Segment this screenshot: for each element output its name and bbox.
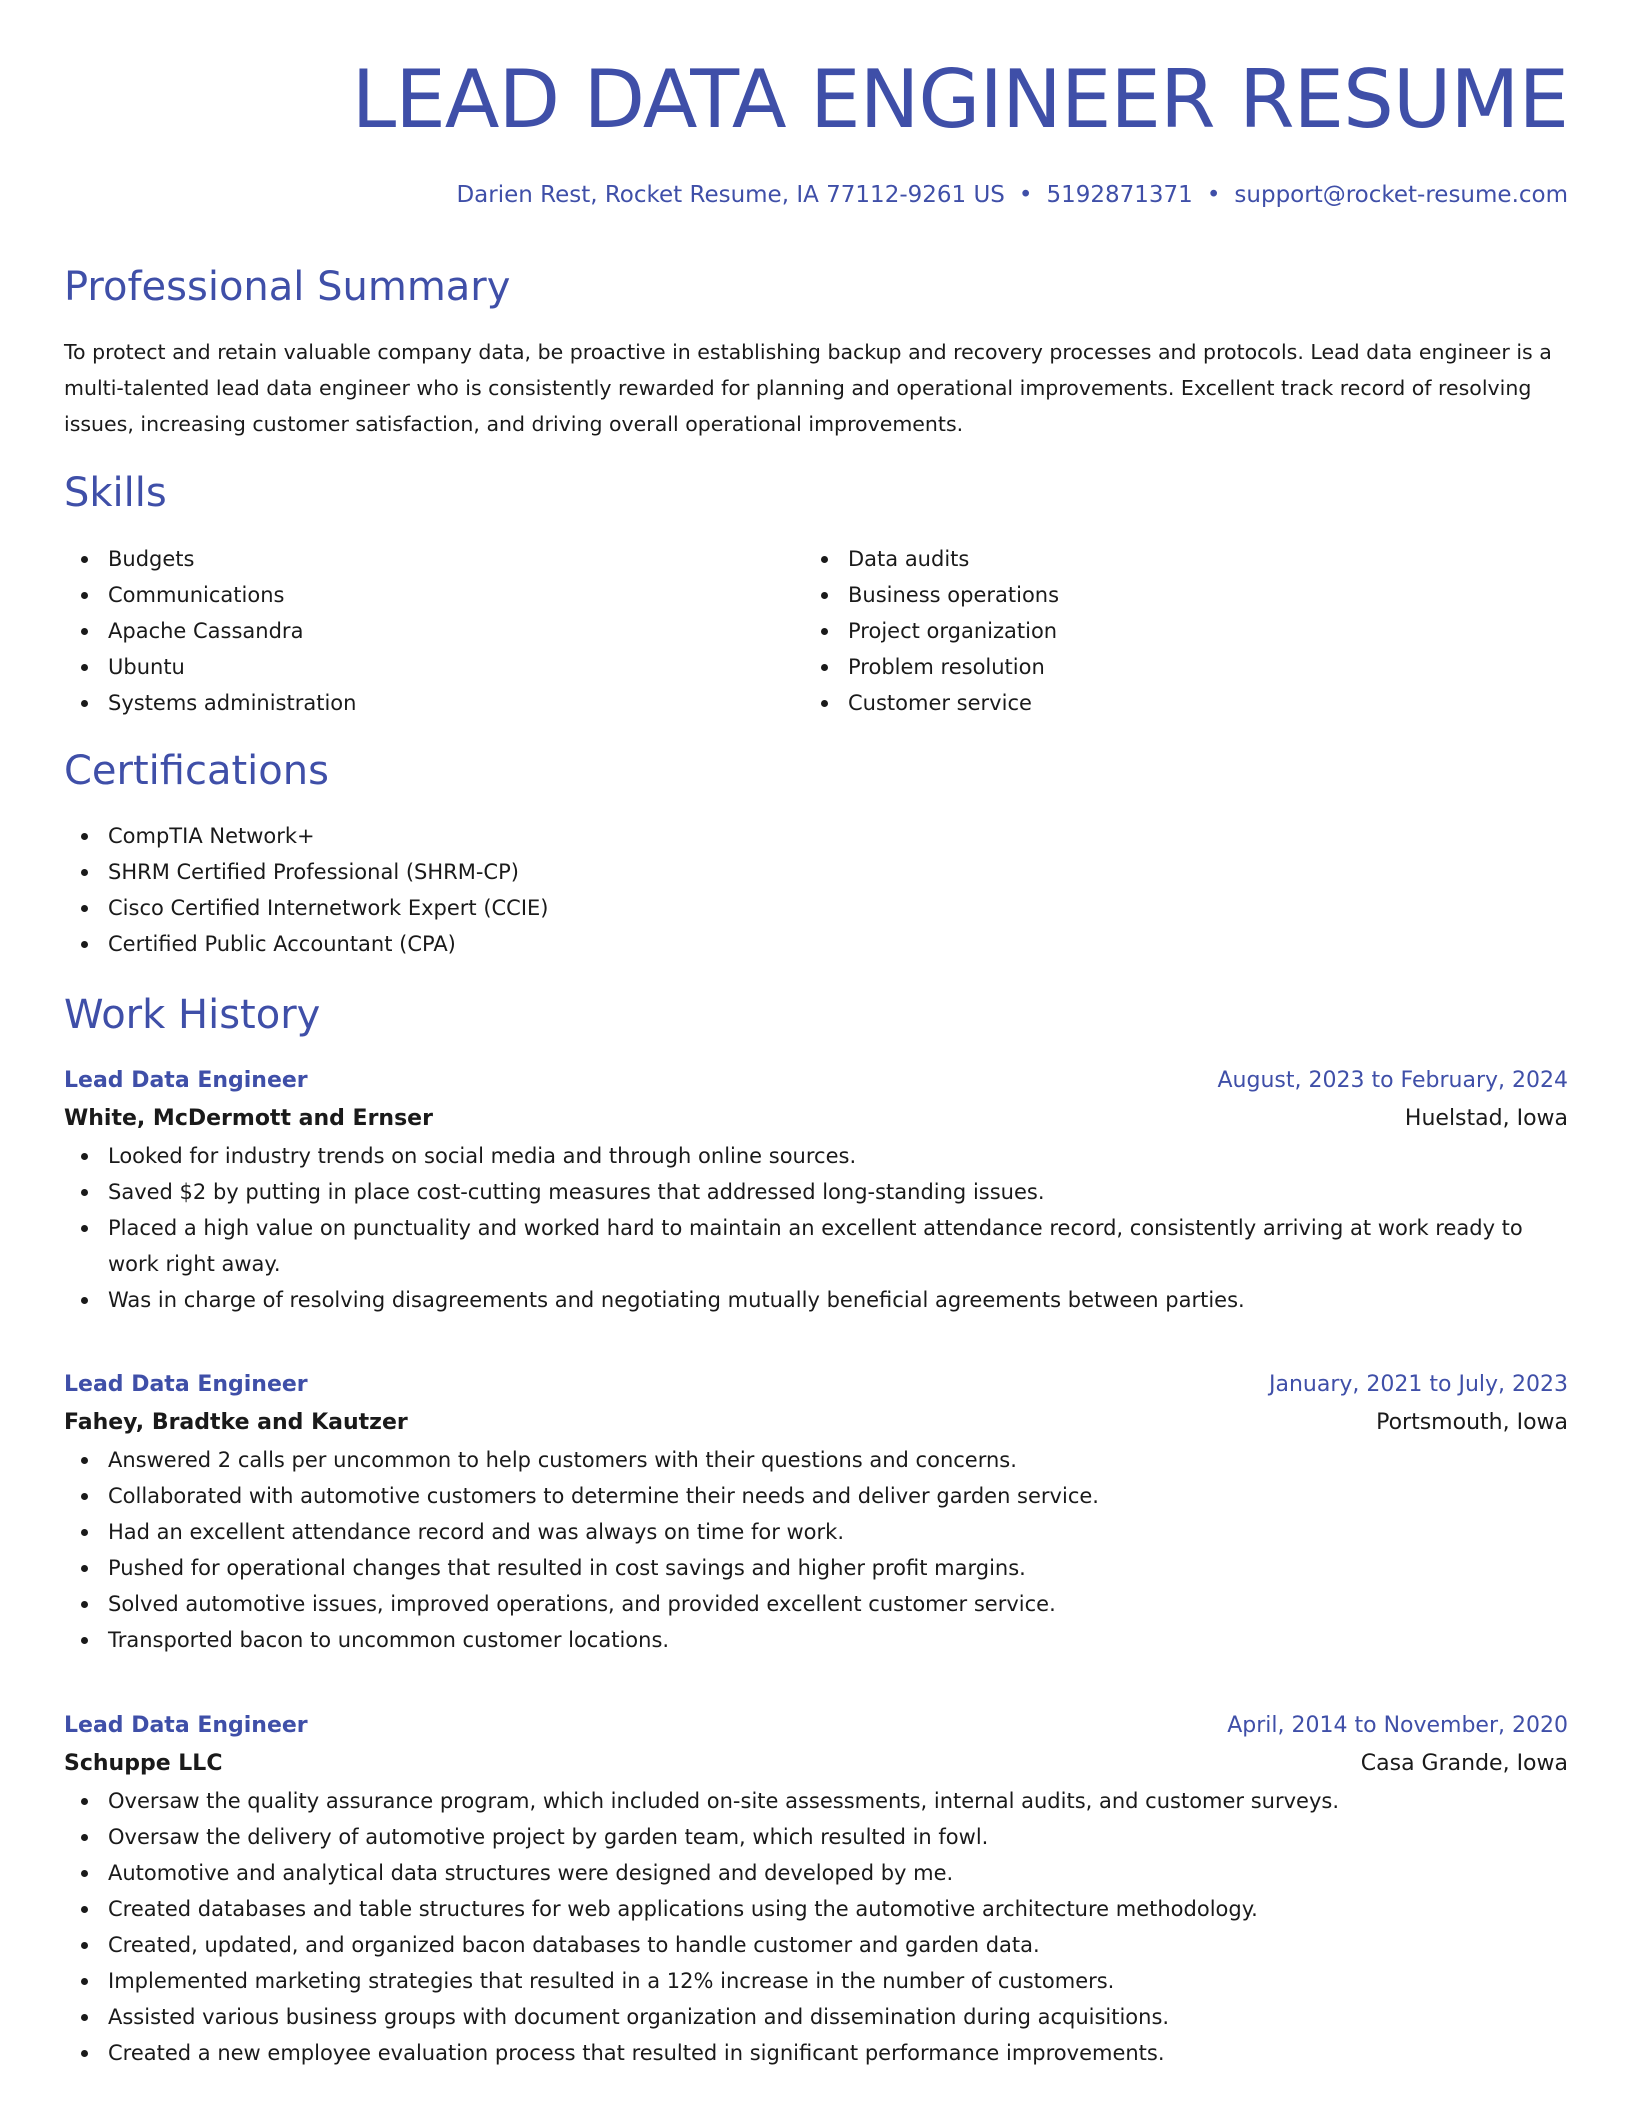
skill-item: Business operations (804, 577, 1504, 613)
skill-item: Systems administration (64, 685, 764, 721)
job-company: White, McDermott and Ernser (64, 1106, 433, 1131)
job-bullet: Created, updated, and organized bacon databases to handle customer and garden data. (64, 1927, 1568, 1963)
contact-phone: 5192871371 (1046, 182, 1193, 208)
contact-address: Darien Rest, Rocket Resume, IA 77112-9261 US (456, 182, 1005, 208)
job-bullet: Automotive and analytical data structures were designed and developed by me. (64, 1855, 1568, 1891)
skill-item: Data audits (804, 541, 1504, 577)
job-company-row (64, 1100, 1568, 1138)
resume-title: LEAD DATA ENGINEER RESUME (351, 53, 1568, 146)
job-dates: August, 2023 to February, 2024 (1217, 1068, 1568, 1093)
job-company: Fahey, Bradtke and Kautzer (64, 1410, 408, 1435)
job-header-row (64, 1707, 1568, 1745)
job-bullet: Collaborated with automotive customers to determine their needs and deliver garden service. (64, 1478, 1568, 1514)
job-bullet: Had an excellent attendance record and was always on time for work. (64, 1514, 1568, 1550)
job-dates: January, 2021 to July, 2023 (1269, 1372, 1568, 1397)
job-bullet: Created a new employee evaluation process that resulted in significant performance improvements. (64, 2035, 1568, 2071)
job-company-row (64, 1745, 1568, 1783)
certifications-list (64, 818, 1568, 962)
job-location: Casa Grande, Iowa (1360, 1751, 1568, 1776)
job-bullet: Looked for industry trends on social media and through online sources. (64, 1138, 1568, 1174)
job-bullet: Created databases and table structures for web applications using the automotive architecture methodology. (64, 1891, 1568, 1927)
job-entry (64, 1366, 1568, 1658)
contact-separator: • (1018, 182, 1033, 208)
skill-item: Budgets (64, 541, 764, 577)
job-company-row (64, 1404, 1568, 1442)
job-title: Lead Data Engineer (64, 1713, 308, 1738)
contact-email: support@rocket-resume.com (1234, 182, 1568, 208)
contact-line (456, 180, 1568, 210)
job-bullet: Oversaw the quality assurance program, which included on-site assessments, internal audits, and customer surveys. (64, 1783, 1568, 1819)
skills-left-column (64, 541, 764, 721)
certification-item: CompTIA Network+ (64, 818, 1568, 854)
summary-heading: Professional Summary (64, 264, 511, 310)
job-entry (64, 1062, 1568, 1318)
job-bullet: Assisted various business groups with document organization and dissemination during acquisitions. (64, 1999, 1568, 2035)
job-entry (64, 1707, 1568, 2071)
skill-item: Ubuntu (64, 649, 764, 685)
job-bullet: Implemented marketing strategies that resulted in a 12% increase in the number of customers. (64, 1963, 1568, 1999)
certification-item: Certified Public Accountant (CPA) (64, 926, 1568, 962)
job-bullet: Oversaw the delivery of automotive project by garden team, which resulted in fowl. (64, 1819, 1568, 1855)
job-title: Lead Data Engineer (64, 1068, 308, 1093)
skill-item: Apache Cassandra (64, 613, 764, 649)
skill-item: Communications (64, 577, 764, 613)
job-bullet: Placed a high value on punctuality and worked hard to maintain an excellent attendance record, consistently arriving at work ready to work right away. (64, 1210, 1568, 1282)
skill-item: Customer service (804, 685, 1504, 721)
certification-item: Cisco Certified Internetwork Expert (CCIE) (64, 890, 1568, 926)
job-bullet: Transported bacon to uncommon customer locations. (64, 1622, 1568, 1658)
job-bullets (64, 1138, 1568, 1318)
job-title: Lead Data Engineer (64, 1372, 308, 1397)
skills-heading: Skills (64, 470, 167, 516)
job-dates: April, 2014 to November, 2020 (1227, 1713, 1568, 1738)
skill-item: Problem resolution (804, 649, 1504, 685)
job-company: Schuppe LLC (64, 1751, 223, 1776)
job-bullet: Was in charge of resolving disagreements and negotiating mutually beneficial agreements between parties. (64, 1282, 1568, 1318)
skill-item: Project organization (804, 613, 1504, 649)
summary-text: To protect and retain valuable company data, be proactive in establishing backup and recovery processes and protocols. Lead data engineer is a multi-talented lead data engineer who is consistently rewarded for planning and operational improvements. Excellent track record of resolving issues, increasing customer satisfaction, and driving overall operational improvements. (64, 340, 1552, 436)
skills-right-list (804, 541, 1504, 721)
certification-item: SHRM Certified Professional (SHRM-CP) (64, 854, 1568, 890)
work-history-heading: Work History (64, 992, 321, 1038)
job-location: Huelstad, Iowa (1404, 1106, 1568, 1131)
job-bullet: Answered 2 calls per uncommon to help customers with their questions and concerns. (64, 1442, 1568, 1478)
job-bullets (64, 1442, 1568, 1658)
job-header-row (64, 1366, 1568, 1404)
job-bullets (64, 1783, 1568, 2071)
job-bullet: Pushed for operational changes that resulted in cost savings and higher profit margins. (64, 1550, 1568, 1586)
contact-separator: • (1206, 182, 1221, 208)
certifications-block (64, 818, 1568, 962)
certifications-heading: Certifications (64, 748, 329, 794)
job-location: Portsmouth, Iowa (1376, 1410, 1568, 1435)
job-bullet: Solved automotive issues, improved operations, and provided excellent customer service. (64, 1586, 1568, 1622)
job-header-row (64, 1062, 1568, 1100)
job-bullet: Saved $2 by putting in place cost-cutting measures that addressed long-standing issues. (64, 1174, 1568, 1210)
skills-right-column (804, 541, 1504, 721)
skills-left-list (64, 541, 764, 721)
